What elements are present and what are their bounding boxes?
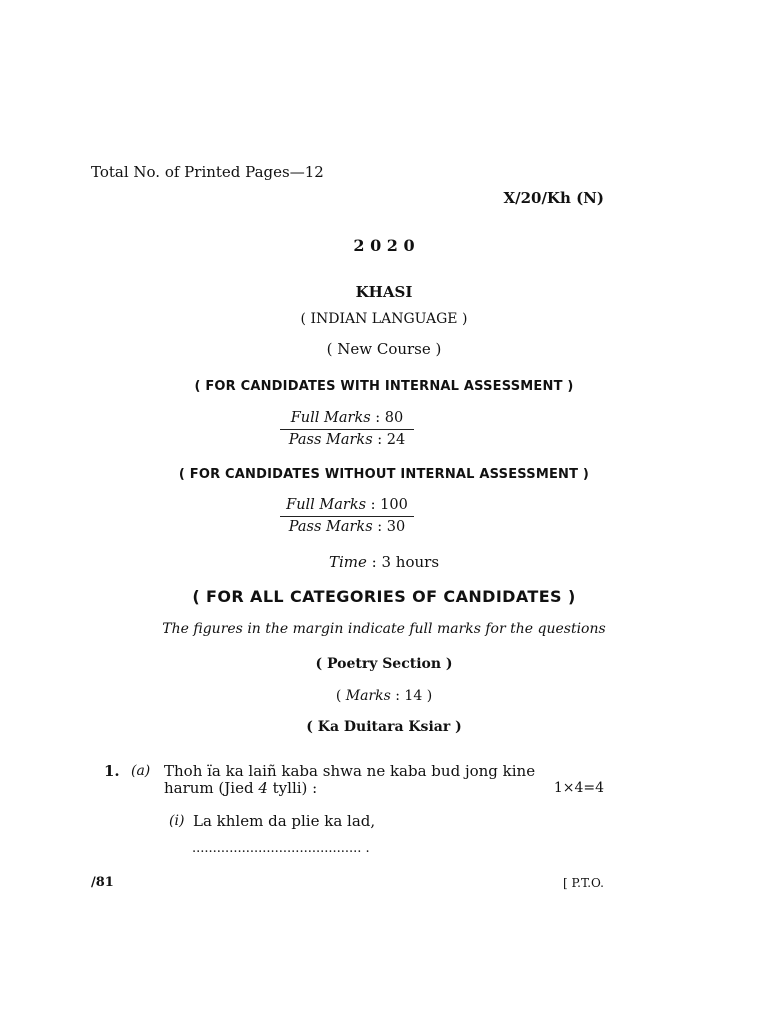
subject-title: KHASI (355, 283, 413, 301)
all-categories-heading: ( FOR ALL CATEGORIES OF CANDIDATES ) (192, 587, 576, 606)
question-number: 1. (104, 762, 120, 780)
course-type: ( New Course ) (326, 340, 442, 358)
without-ia-heading: ( FOR CANDIDATES WITHOUT INTERNAL ASSESSMENT ) (178, 467, 590, 482)
footer-code: /81 (91, 875, 114, 890)
instruction-text: The figures in the margin indicate full marks for the questions (162, 621, 606, 637)
question-part: (a) (131, 763, 151, 779)
total-pages: Total No. of Printed Pages—12 (91, 163, 324, 181)
sub-question-text: La khlem da plie ka lad, (193, 812, 376, 830)
without-ia-full-marks: Full Marks : 100 (280, 495, 414, 517)
with-ia-marks (280, 408, 414, 451)
with-ia-pass-marks: Pass Marks : 24 (288, 432, 406, 448)
exam-year: 2 0 2 0 (353, 236, 415, 255)
question-line-2: harum (Jied 4 tylli) : (164, 779, 318, 797)
subject-category: ( INDIAN LANGUAGE ) (300, 311, 468, 327)
section-subtitle: ( Ka Duitara Ksiar ) (306, 719, 462, 735)
with-ia-heading: ( FOR CANDIDATES WITH INTERNAL ASSESSMENT ) (194, 379, 574, 394)
sub-question-label: (i) (169, 813, 185, 829)
with-ia-full-marks: Full Marks : 80 (280, 408, 414, 430)
section-marks: ( Marks : 14 ) (335, 688, 433, 704)
section-title: ( Poetry Section ) (315, 656, 453, 672)
exam-time: Time : 3 hours (328, 553, 440, 571)
without-ia-marks (280, 495, 414, 538)
paper-code: X/20/Kh (N) (503, 189, 604, 207)
without-ia-pass-marks: Pass Marks : 30 (288, 519, 406, 535)
question-line-1: Thoh ïa ka laiñ kaba shwa ne kaba bud jong kine (164, 762, 536, 780)
question-marks: 1×4=4 (553, 780, 604, 796)
footer-pto: [ P.T.O. (563, 876, 604, 890)
answer-blank: ......................................... . (192, 841, 370, 856)
